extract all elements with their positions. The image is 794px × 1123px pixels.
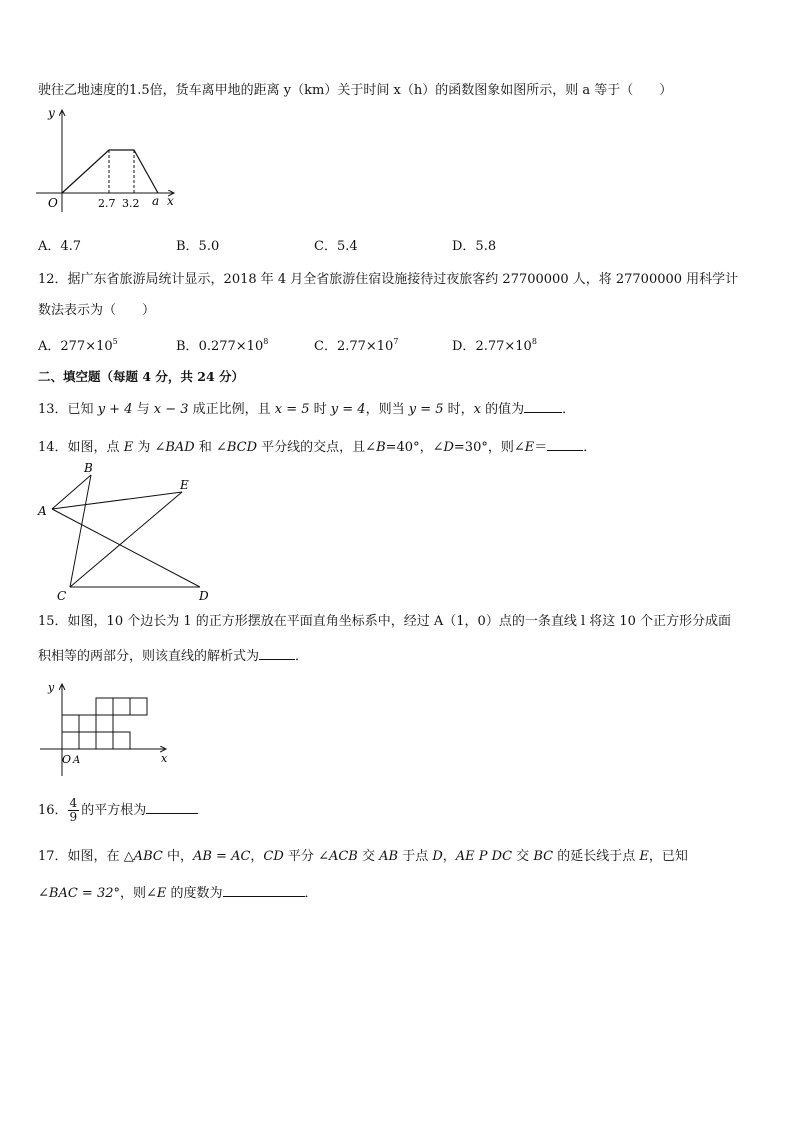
q14-segment-ce: [70, 492, 182, 587]
q16-stem: 16． $\frac{4}{9}$ 的平方根为: [38, 796, 198, 826]
q14-label-a: A: [38, 504, 47, 518]
q14-stem: 14．如图，点 E 为 ∠BAD 和 ∠BCD 平分线的交点，且∠B=40°，∠D=30°，则∠E＝ ．: [38, 440, 597, 455]
q16-answer-blank[interactable]: [146, 801, 198, 814]
q15-point-a-label: A: [73, 755, 81, 766]
q15-x-label: x: [161, 752, 168, 765]
q14-label-e: E: [180, 478, 189, 492]
q14-label-d: D: [199, 589, 209, 602]
q17-stem-line2: ∠BAC = 32°，则∠E 的度数为 ．: [38, 886, 318, 901]
q15-squares-figure: [36, 678, 176, 778]
q13-answer-blank[interactable]: [524, 400, 562, 413]
section-title-fill-in: 二、填空题（每题 4 分，共 24 分）: [38, 369, 245, 384]
q11-origin-label: O: [48, 196, 58, 210]
q11-option-c[interactable]: C．5.4: [314, 239, 358, 254]
q11-option-a[interactable]: A．4.7: [38, 239, 82, 254]
q14-geometry-figure: [36, 460, 216, 602]
q11-tick-a: a: [152, 194, 160, 208]
q15-y-label: y: [48, 681, 55, 694]
q13-stem: 13．已知 y + 4 与 x − 3 成正比例，且 x = 5 时 y = 4，则当 y = 5 时，x 的值为 ．: [38, 402, 576, 417]
q11-distance-time-graph: [36, 104, 186, 214]
q15-origin-label: O: [62, 753, 72, 766]
q15-answer-blank[interactable]: [259, 647, 295, 660]
q14-segment-ae: [52, 492, 182, 509]
q11-stem: 驶往乙地速度的1.5倍，货车离甲地的距离 y（km）关于时间 x（h）的函数图象如图所示，则 a 等于（ ）: [38, 83, 673, 98]
q17-stem-line1: 17．如图，在 △ABC 中，AB = AC，CD 平分 ∠ACB 交 AB 于点 D，AE P DC 交 BC 的延长线于点 E，已知: [38, 849, 688, 864]
q12-option-d[interactable]: D．$2.77\times 10^8$: [452, 337, 537, 354]
q11-y-label: y: [48, 106, 55, 120]
q14-segment-bc: [70, 475, 91, 587]
q12-option-a[interactable]: A．$277\times 10^5$: [38, 337, 118, 354]
q11-option-d[interactable]: D．5.8: [452, 239, 497, 254]
q12-option-c[interactable]: C．$2.77\times 10^7$: [314, 337, 399, 354]
q11-option-b[interactable]: B．5.0: [176, 239, 220, 254]
q11-x-label: x: [167, 194, 174, 208]
q12-stem-line2: 数法表示为（ ）: [38, 303, 156, 318]
q15-stem-line1: 15．如图，10 个边长为 1 的正方形摆放在平面直角坐标系中，经过 A（1，0）点的一条直线 l 将这 10 个正方形分成面: [38, 614, 732, 629]
q11-tick-32: 3.2: [122, 197, 140, 210]
q11-tick-27: 2.7: [98, 197, 116, 210]
q15-stem-line2: 积相等的两部分，则该直线的解析式为 ．: [38, 649, 309, 664]
q14-label-b: B: [84, 461, 93, 475]
q12-stem-line1: 12．据广东省旅游局统计显示，2018 年 4 月全省旅游住宿设施接待过夜旅客约 27700000 人，将 27700000 用科学计: [38, 272, 739, 287]
q14-label-c: C: [57, 589, 67, 602]
q14-answer-blank[interactable]: [547, 438, 583, 451]
q16-fraction: $\frac{4}{9}$: [69, 796, 78, 824]
q11-function-line: [62, 150, 158, 193]
q15-square-grid: [62, 698, 147, 749]
q17-answer-blank[interactable]: [223, 884, 305, 897]
q12-option-b[interactable]: B．$0.277\times 10^8$: [176, 337, 269, 354]
q14-segment-ad: [52, 509, 200, 587]
